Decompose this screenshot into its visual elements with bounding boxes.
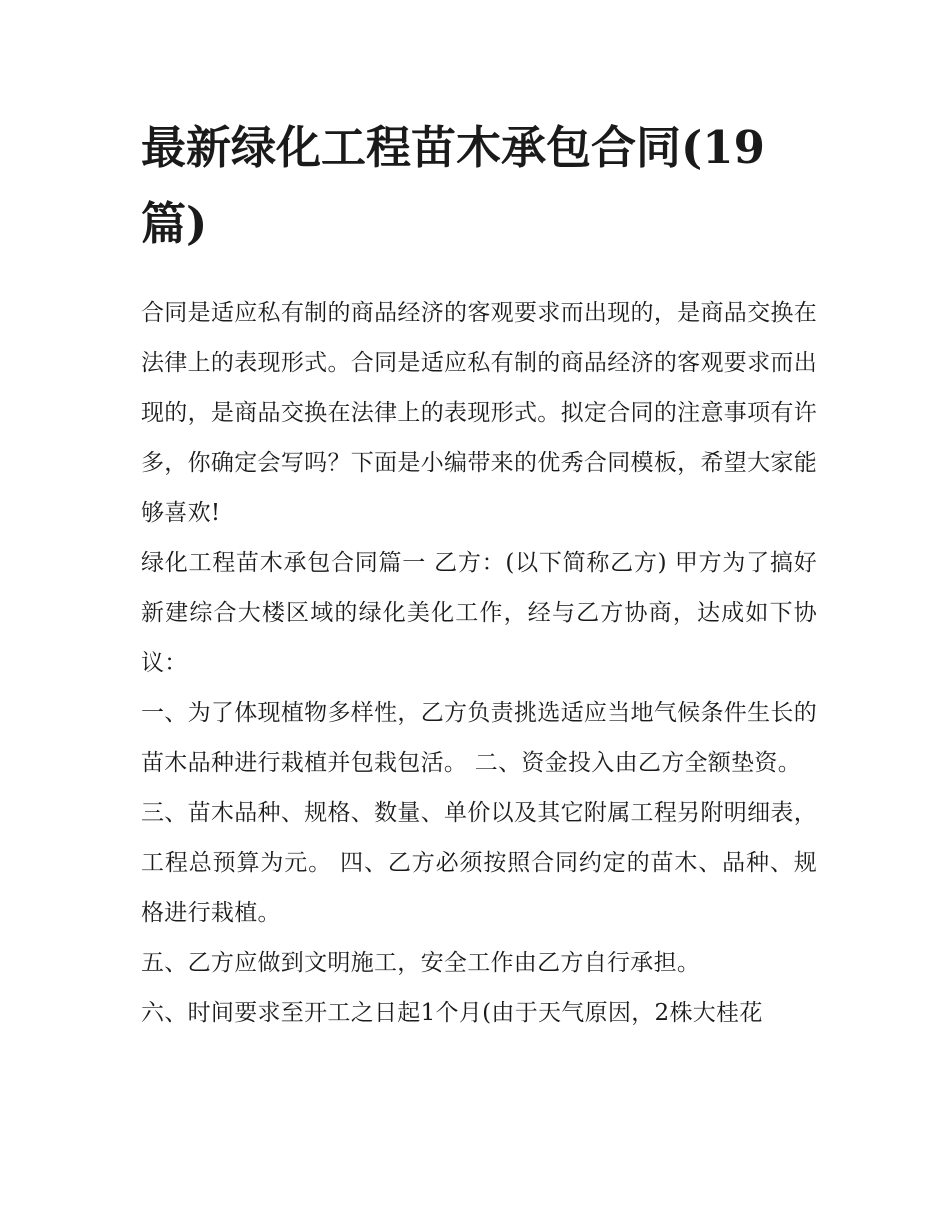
document-page [141,110,817,1038]
document-title: 最新绿化工程苗木承包合同(19篇) [141,121,765,250]
paragraph-clause-5: 五、乙方应做到文明施工，安全工作由乙方自行承担。 [141,950,701,976]
paragraph-clause-1-2: 一、为了体现植物多样性，乙方负责挑选适应当地气候条件生长的苗木品种进行栽植并包栽包活。 二、资金投入由乙方全额垫资。 [141,700,817,776]
paragraph-contract-header: 绿化工程苗木承包合同篇一 乙方：(以下简称乙方) 甲方为了搞好新建综合大楼区域的绿化美化工作，经与乙方协商，达成如下协议： [141,550,817,676]
paragraph-clause-6: 六、时间要求至开工之日起1个月(由于天气原因，2株大桂花 [141,1000,763,1026]
paragraph-clause-3-4: 三、苗木品种、规格、数量、单价以及其它附属工程另附明细表，工程总预算为元。 四、乙方必须按照合同约定的苗木、品种、规格进行栽植。 [141,800,817,926]
paragraph-intro: 合同是适应私有制的商品经济的客观要求而出现的，是商品交换在法律上的表现形式。合同是适应私有制的商品经济的客观要求而出现的，是商品交换在法律上的表现形式。拟定合同的注意事项有许多，你确定会写吗？下面是小编带来的优秀合同模板，希望大家能够喜欢! [141,300,817,526]
